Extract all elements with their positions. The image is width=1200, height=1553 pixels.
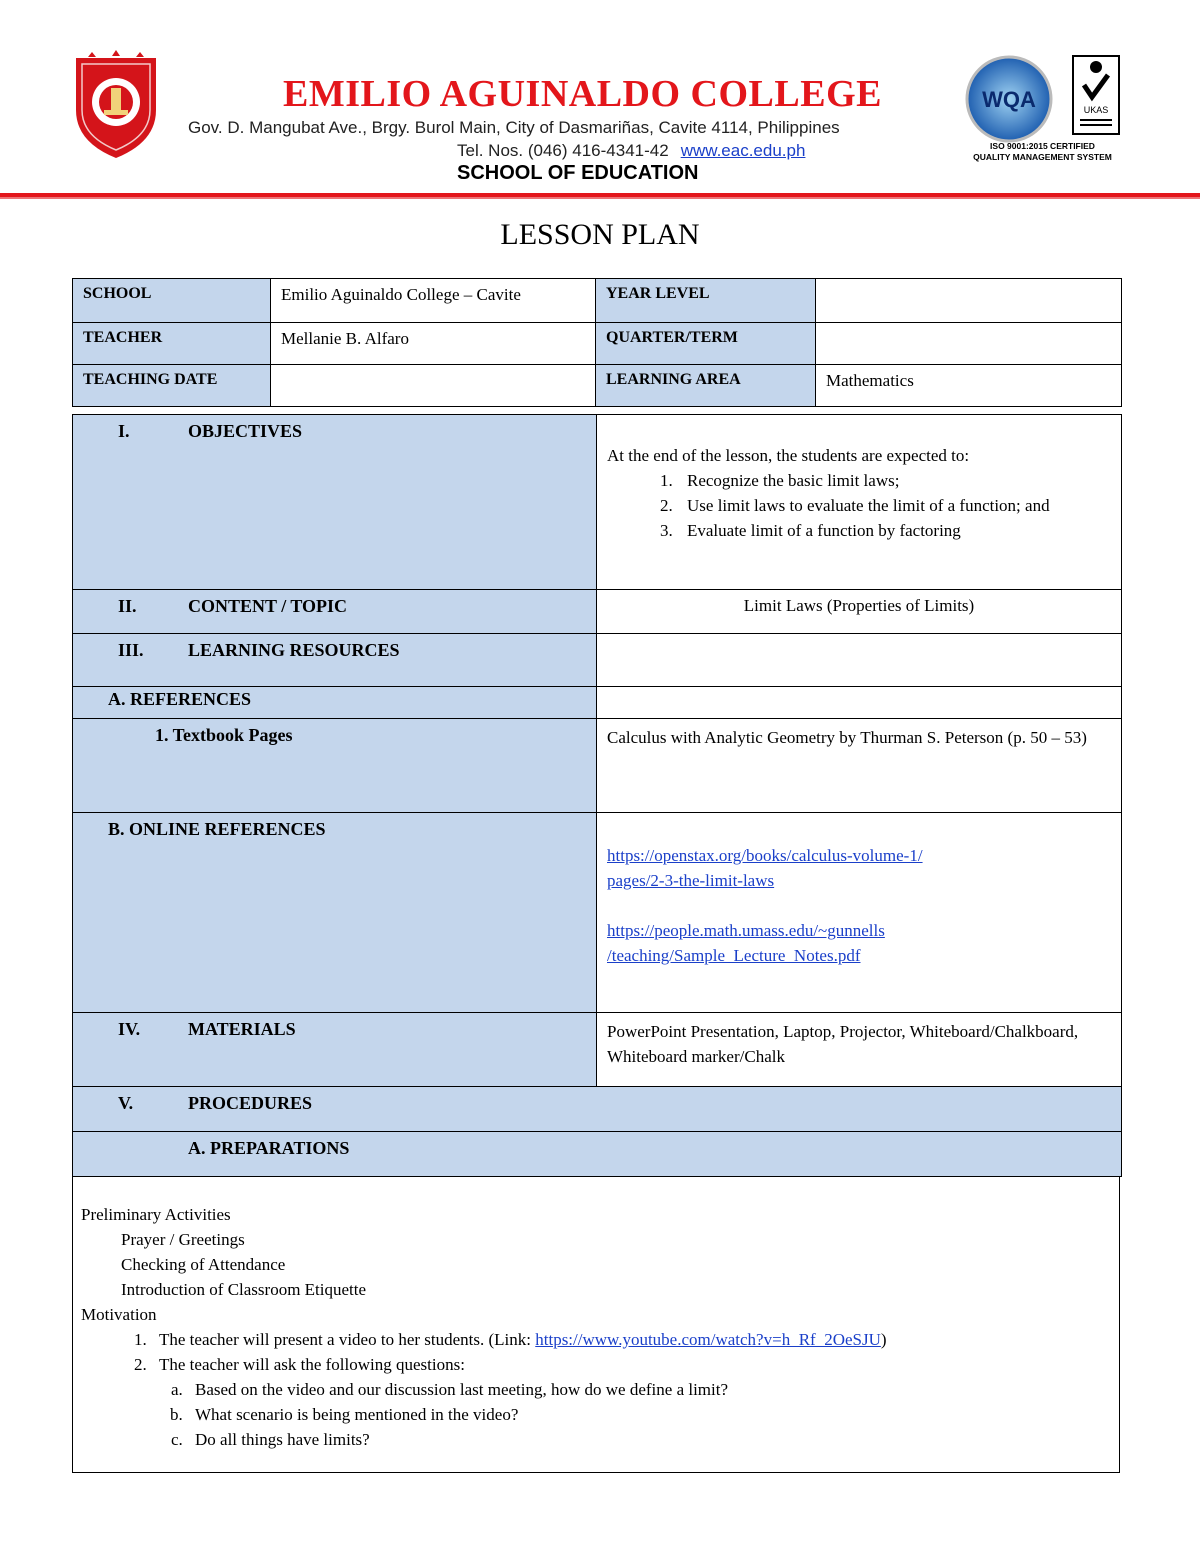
lesson-plan-table bbox=[72, 414, 1122, 1177]
link-2-part-a[interactable]: https://people.math.umass.edu/~gunnells bbox=[607, 921, 885, 940]
motivation-2-text: The teacher will ask the following questions: bbox=[159, 1355, 465, 1374]
year-level-value bbox=[816, 279, 1122, 323]
materials-number: IV. bbox=[118, 1019, 141, 1039]
page-title: LESSON PLAN bbox=[500, 218, 700, 251]
link-1-part-b[interactable]: pages/2-3-the-limit-laws bbox=[607, 871, 775, 890]
wqa-certification-logo bbox=[965, 55, 1053, 143]
objective-item: 1. Recognize the basic limit laws; bbox=[677, 468, 1111, 493]
objectives-number: I. bbox=[118, 421, 130, 441]
prelim-item: Prayer / Greetings bbox=[121, 1230, 245, 1249]
ukas-label: UKAS bbox=[1083, 105, 1109, 115]
learning-area-value: Mathematics bbox=[816, 365, 1122, 407]
iso-line-1: ISO 9001:2015 CERTIFIED bbox=[990, 141, 1095, 151]
motivation-1-close: ) bbox=[880, 1330, 887, 1349]
wqa-badge-text: WQA bbox=[982, 87, 1036, 112]
college-address: Gov. D. Mangubat Ave., Brgy. Burol Main, City of Dasmariñas, Cavite 4114, Philippines bbox=[188, 118, 840, 137]
ukas-certification-logo bbox=[1072, 55, 1120, 135]
preliminary-activities-label: Preliminary Activities bbox=[81, 1205, 231, 1224]
school-name: SCHOOL OF EDUCATION bbox=[457, 162, 699, 184]
objectives-content bbox=[597, 415, 1122, 590]
preparations-body bbox=[81, 1202, 887, 1452]
question-item: b. What scenario is being mentioned in the video? bbox=[187, 1402, 887, 1427]
objective-item: 3. Evaluate limit of a function by factoring bbox=[677, 518, 1111, 543]
resources-label: LEARNING RESOURCES bbox=[188, 640, 400, 660]
telephone-line bbox=[457, 141, 805, 161]
online-references-value bbox=[597, 813, 1122, 1013]
learning-resources-value bbox=[597, 634, 1122, 687]
content-topic-value: Limit Laws (Properties of Limits) bbox=[597, 590, 1122, 634]
link-2-part-b[interactable]: /teaching/Sample_Lecture_Notes.pdf bbox=[607, 946, 861, 965]
motivation-label: Motivation bbox=[81, 1305, 157, 1324]
question-item: a. Based on the video and our discussion last meeting, how do we define a limit? bbox=[187, 1377, 887, 1402]
youtube-video-link[interactable]: https://www.youtube.com/watch?v=h_Rf_2OeSJU bbox=[535, 1330, 881, 1349]
objectives-header bbox=[73, 415, 597, 590]
content-label: CONTENT / TOPIC bbox=[188, 596, 348, 616]
online-reference-link-1[interactable] bbox=[607, 843, 1111, 893]
iso-line-2: QUALITY MANAGEMENT SYSTEM bbox=[973, 152, 1112, 162]
objectives-intro: At the end of the lesson, the students are expected to: bbox=[607, 446, 970, 465]
teacher-label: TEACHER bbox=[73, 323, 271, 365]
teaching-date-value bbox=[271, 365, 596, 407]
textbook-pages-value: Calculus with Analytic Geometry by Thurman S. Peterson (p. 50 – 53) bbox=[597, 719, 1122, 813]
textbook-pages-header: 1. Textbook Pages bbox=[73, 719, 597, 813]
objectives-list bbox=[607, 468, 1111, 543]
motivation-list bbox=[81, 1327, 887, 1452]
online-reference-link-2[interactable] bbox=[607, 918, 1111, 968]
quarter-label: QUARTER/TERM bbox=[596, 323, 816, 365]
lesson-info-table bbox=[72, 278, 1122, 407]
objective-item: 2. Use limit laws to evaluate the limit of a function; and bbox=[677, 493, 1111, 518]
school-label: SCHOOL bbox=[73, 279, 271, 323]
learning-resources-header bbox=[73, 634, 597, 687]
website-link[interactable]: www.eac.edu.ph bbox=[680, 141, 806, 160]
prelim-item: Checking of Attendance bbox=[121, 1255, 286, 1274]
question-list bbox=[159, 1377, 887, 1452]
preparations-label: A. PREPARATIONS bbox=[188, 1138, 350, 1158]
motivation-1-text: The teacher will present a video to her students. (Link: bbox=[159, 1330, 536, 1349]
telephone-numbers: Tel. Nos. (046) 416-4341-42 bbox=[457, 141, 669, 160]
procedures-number: V. bbox=[118, 1093, 134, 1113]
prelim-item: Introduction of Classroom Etiquette bbox=[121, 1280, 367, 1299]
teacher-value: Mellanie B. Alfaro bbox=[271, 323, 596, 365]
learning-area-label: LEARNING AREA bbox=[596, 365, 816, 407]
objectives-label: OBJECTIVES bbox=[188, 421, 303, 441]
procedures-label: PROCEDURES bbox=[188, 1093, 313, 1113]
college-name: EMILIO AGUINALDO COLLEGE bbox=[283, 73, 882, 115]
year-level-label: YEAR LEVEL bbox=[596, 279, 816, 323]
iso-certification-text bbox=[950, 141, 1135, 163]
motivation-item bbox=[151, 1352, 887, 1452]
link-1-part-a[interactable]: https://openstax.org/books/calculus-volume-1/ bbox=[607, 846, 923, 865]
preparations-content bbox=[72, 1176, 1120, 1473]
content-topic-header bbox=[73, 590, 597, 634]
content-number: II. bbox=[118, 596, 137, 616]
school-value: Emilio Aguinaldo College – Cavite bbox=[271, 279, 596, 323]
procedures-header bbox=[73, 1087, 1122, 1132]
resources-number: III. bbox=[118, 640, 144, 660]
quarter-value bbox=[816, 323, 1122, 365]
question-item: c. Do all things have limits? bbox=[187, 1427, 887, 1452]
references-header: A. REFERENCES bbox=[73, 687, 597, 719]
materials-label: MATERIALS bbox=[188, 1019, 296, 1039]
online-references-header: B. ONLINE REFERENCES bbox=[73, 813, 597, 1013]
header-divider-shadow bbox=[0, 197, 1200, 199]
preparations-header bbox=[73, 1132, 1122, 1177]
references-value bbox=[597, 687, 1122, 719]
materials-header bbox=[73, 1013, 597, 1087]
motivation-item bbox=[151, 1327, 887, 1352]
teaching-date-label: TEACHING DATE bbox=[73, 365, 271, 407]
materials-value: PowerPoint Presentation, Laptop, Projector, Whiteboard/Chalkboard, Whiteboard marker/Chalk bbox=[597, 1013, 1122, 1087]
